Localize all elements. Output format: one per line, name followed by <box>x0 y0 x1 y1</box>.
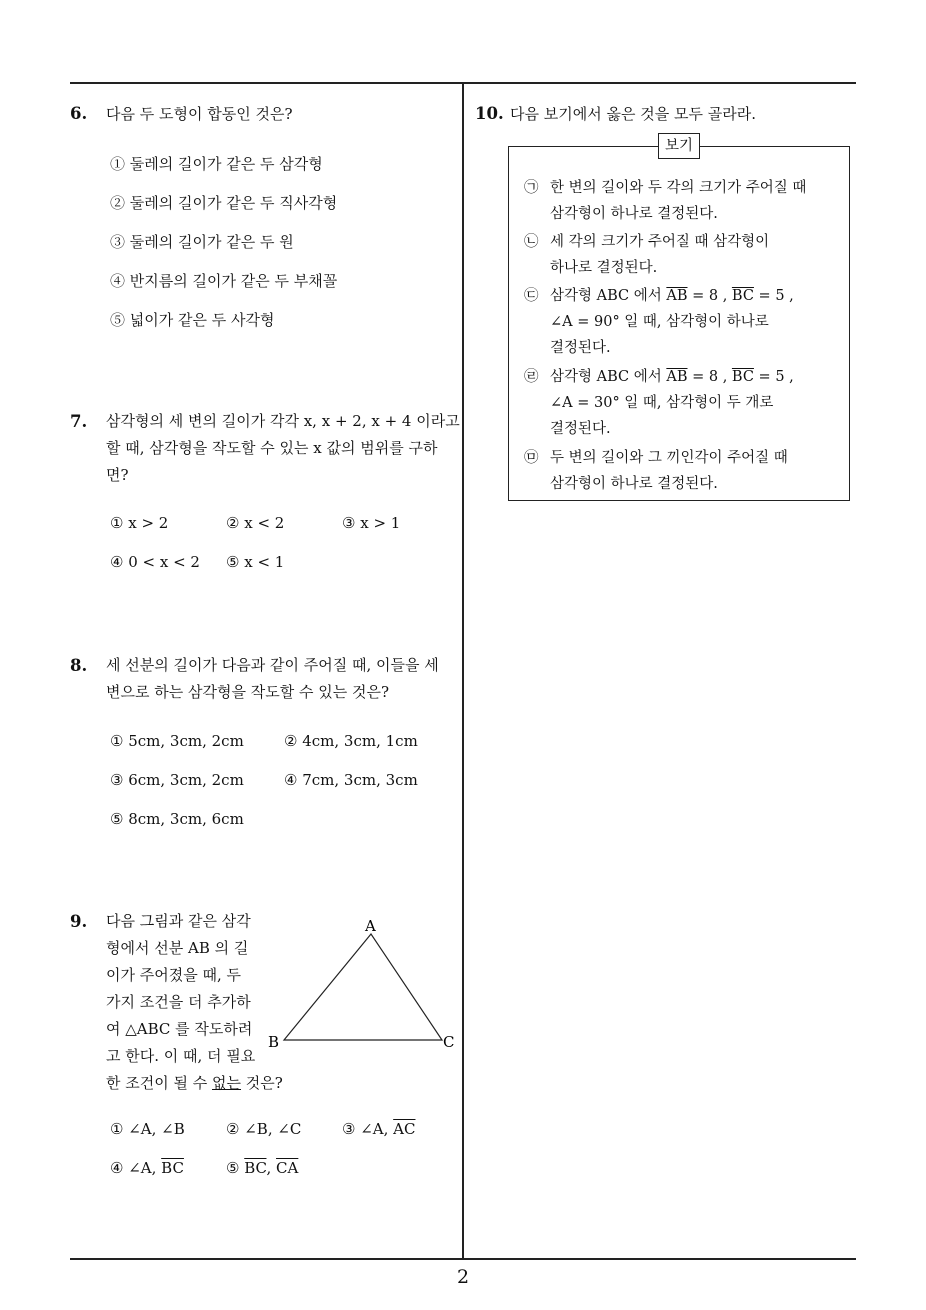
bogi-line: 세 각의 크기가 주어질 때 삼각형이 <box>550 234 770 250</box>
segment-overline: $\overline{BC}$ <box>731 369 754 385</box>
bogi-title: 보기 <box>658 133 700 159</box>
bogi-line: 하나로 결정된다. <box>550 260 658 276</box>
bogi-marker: ㉣ <box>524 369 539 385</box>
question-line-1: 다음 그림과 같은 삼각 <box>106 912 251 930</box>
bogi-line: 삼각형이 하나로 결정된다. <box>550 206 718 222</box>
question-line-1: 세 선분의 길이가 다음과 같이 주어질 때, 이들을 세 <box>106 656 439 674</box>
option-text: ∠B, ∠C <box>244 1120 302 1138</box>
question-line-6: 고 한다. 이 때, 더 필요 <box>106 1047 256 1065</box>
bogi-line: = 5 , <box>753 288 794 304</box>
option-3[interactable]: ③ 둘레의 길이가 같은 두 원 <box>110 233 294 251</box>
option-2[interactable]: ② 둘레의 길이가 같은 두 직사각형 <box>110 194 338 212</box>
option-3[interactable]: ③ 6cm, 3cm, 2cm <box>110 771 244 789</box>
question-line-2: 변으로 하는 삼각형을 작도할 수 있는 것은? <box>106 683 389 701</box>
option-1[interactable]: ① x > 2 <box>110 514 169 532</box>
option-marker: ① <box>110 1120 124 1138</box>
option-4[interactable]: ④ 반지름의 길이가 같은 두 부채꼴 <box>110 272 338 290</box>
segment-overline: $\overline{AB}$ <box>666 288 688 304</box>
option-4[interactable]: ④ 7cm, 3cm, 3cm <box>284 771 418 789</box>
option-3[interactable] <box>342 1120 415 1138</box>
option-5[interactable] <box>226 1159 298 1177</box>
column-divider <box>462 84 464 1258</box>
option-5[interactable]: ⑤ 8cm, 3cm, 6cm <box>110 810 244 828</box>
bogi-text <box>550 364 850 442</box>
option-2[interactable]: ② 4cm, 3cm, 1cm <box>284 732 418 750</box>
option-text: ∠A, <box>128 1159 162 1177</box>
bogi-line: 결정된다. <box>550 340 611 356</box>
vertex-c-label: C <box>443 1033 455 1051</box>
bogi-line: 삼각형 ABC 에서 <box>550 288 667 304</box>
line-text: 것은? <box>241 1074 283 1092</box>
bogi-line: 결정된다. <box>550 421 611 437</box>
bogi-line: 한 변의 길이와 두 각의 크기가 주어질 때 <box>550 180 807 196</box>
question-number: 9. <box>70 912 88 931</box>
question-line-5: 여 △ABC 를 작도하려 <box>106 1020 253 1038</box>
bogi-line: ∠A = 30° 일 때, 삼각형이 두 개로 <box>550 395 774 411</box>
triangle-abc <box>284 934 442 1040</box>
bogi-text <box>550 283 850 361</box>
bogi-marker: ㉠ <box>524 180 539 196</box>
option-2[interactable] <box>226 1120 301 1138</box>
bottom-rule <box>70 1258 856 1260</box>
option-4[interactable] <box>110 1159 184 1177</box>
bogi-marker: ㉤ <box>524 450 539 466</box>
line-text: 한 조건이 될 수 <box>106 1074 213 1092</box>
option-1[interactable]: ① 둘레의 길이가 같은 두 삼각형 <box>110 155 323 173</box>
option-5[interactable]: ⑤ 넓이가 같은 두 사각형 <box>110 311 275 329</box>
option-1[interactable] <box>110 1120 185 1138</box>
segment-overline: $\overline{BC}$ <box>244 1159 267 1177</box>
bogi-text <box>550 445 850 497</box>
segment-overline: $\overline{AB}$ <box>666 369 688 385</box>
option-5[interactable]: ⑤ x < 1 <box>226 553 285 571</box>
option-marker: ④ <box>110 1159 124 1177</box>
bogi-line: 삼각형 ABC 에서 <box>550 369 667 385</box>
question-number: 7. <box>70 412 88 431</box>
question-line-2: 할 때, 삼각형을 작도할 수 있는 x 값의 범위를 구하 <box>106 439 438 457</box>
underlined-word: 없는 <box>212 1074 241 1092</box>
question-text: 다음 보기에서 옳은 것을 모두 골라라. <box>510 105 756 123</box>
bogi-line: 삼각형이 하나로 결정된다. <box>550 476 718 492</box>
option-3[interactable]: ③ x > 1 <box>342 514 401 532</box>
option-4[interactable]: ④ 0 < x < 2 <box>110 553 200 571</box>
option-marker: ② <box>226 1120 240 1138</box>
triangle-figure <box>262 912 462 1062</box>
segment-overline: $\overline{BC}$ <box>161 1159 184 1177</box>
page-number: 2 <box>456 1266 470 1288</box>
segment-overline: $\overline{CA}$ <box>276 1159 299 1177</box>
question-number: 8. <box>70 656 88 675</box>
question-line-3: 이가 주어졌을 때, 두 <box>106 966 241 984</box>
question-line-7 <box>106 1070 283 1096</box>
question-line-3: 면? <box>106 466 129 484</box>
bogi-line: = 8 , <box>687 369 732 385</box>
option-1[interactable]: ① 5cm, 3cm, 2cm <box>110 732 244 750</box>
question-line-1: 삼각형의 세 변의 길이가 각각 x, x + 2, x + 4 이라고 <box>106 412 460 430</box>
bogi-line: 두 변의 길이와 그 끼인각이 주어질 때 <box>550 450 788 466</box>
bogi-line: = 5 , <box>753 369 794 385</box>
option-text: ∠A, ∠B <box>128 1120 185 1138</box>
option-2[interactable]: ② x < 2 <box>226 514 285 532</box>
segment-overline: $\overline{AC}$ <box>393 1120 416 1138</box>
question-line-2: 형에서 선분 AB 의 길 <box>106 939 249 957</box>
question-text: 다음 두 도형이 합동인 것은? <box>106 105 293 123</box>
vertex-a-label: A <box>365 917 376 935</box>
bogi-line: ∠A = 90° 일 때, 삼각형이 하나로 <box>550 314 769 330</box>
segment-overline: $\overline{BC}$ <box>731 288 754 304</box>
option-text: ∠A, <box>360 1120 394 1138</box>
bogi-text <box>550 175 850 227</box>
option-text: , <box>266 1159 277 1177</box>
question-number: 6. <box>70 104 88 123</box>
option-marker: ⑤ <box>226 1159 240 1177</box>
option-marker: ③ <box>342 1120 356 1138</box>
bogi-text <box>550 229 850 281</box>
bogi-marker: ㉡ <box>524 234 539 250</box>
bogi-line: = 8 , <box>687 288 732 304</box>
question-line-4: 가지 조건을 더 추가하 <box>106 993 251 1011</box>
vertex-b-label: B <box>268 1033 280 1051</box>
question-number: 10. <box>475 104 504 123</box>
bogi-marker: ㉢ <box>524 288 539 304</box>
